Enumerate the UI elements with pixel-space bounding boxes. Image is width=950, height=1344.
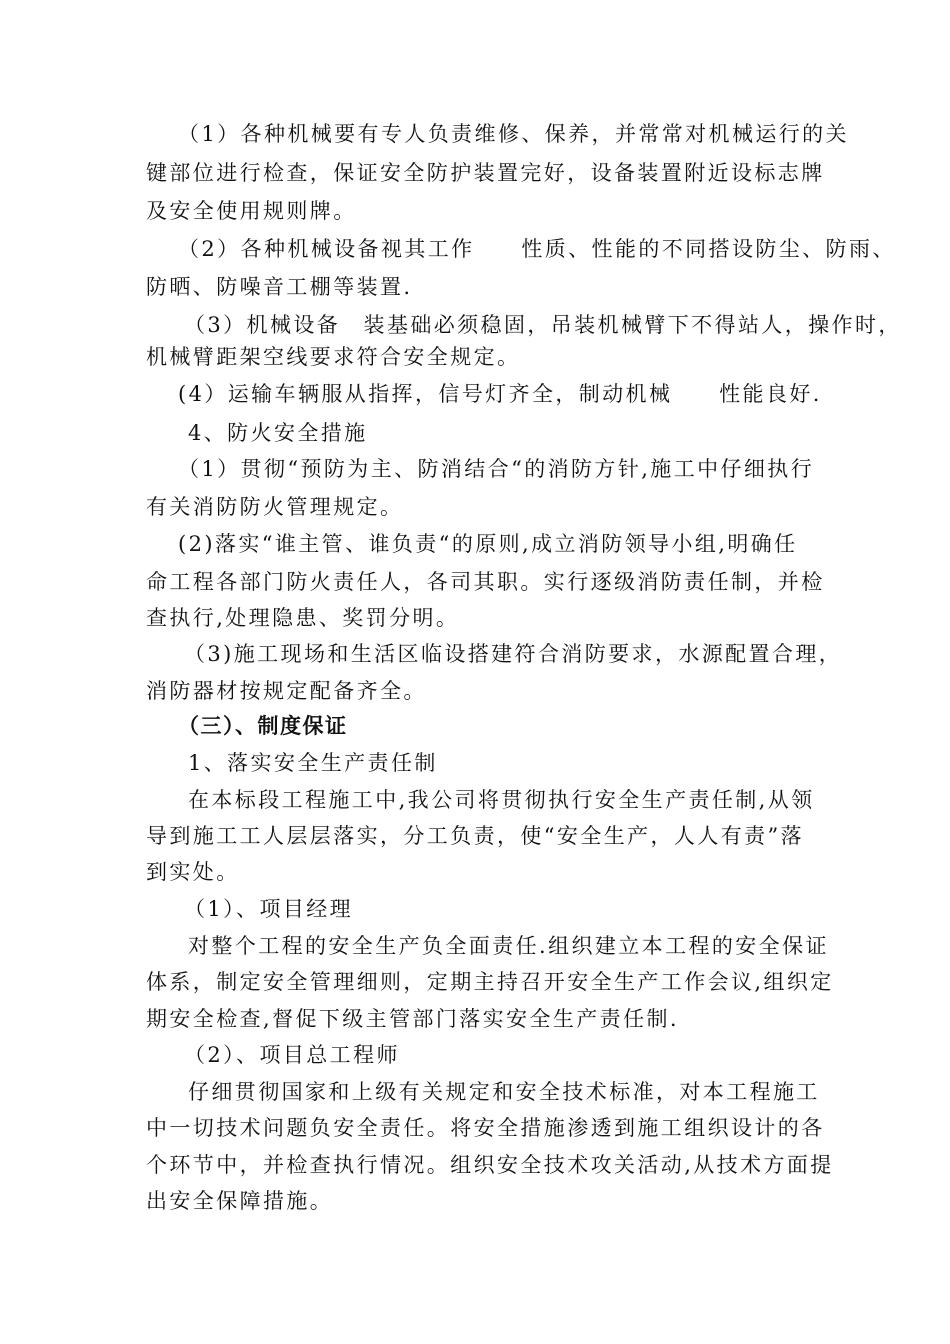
paragraph-line: （2）各种机械设备视其工作 性质、性能的不同搭设防尘、防雨、 xyxy=(178,237,896,261)
paragraph-line: 个环节中，并检查执行情况。组织安全技术攻关活动,从技术方面提 xyxy=(146,1153,834,1177)
paragraph-line: 查执行,处理隐患、奖罚分明。 xyxy=(146,606,460,630)
paragraph-line: 仔细贯彻国家和上级有关规定和安全技术标准，对本工程施工 xyxy=(188,1080,820,1104)
paragraph-line: （3)施工现场和生活区临设搭建符合消防要求，水源配置合理， xyxy=(184,642,843,666)
subsection-heading: （2）、项目总工程师 xyxy=(184,1043,400,1067)
paragraph-line: 消防器材按规定配备齐全。 xyxy=(146,679,427,703)
paragraph-line: (4）运输车辆服从指挥，信号灯齐全，制动机械 性能良好. xyxy=(178,382,822,406)
subsection-heading: （1）、项目经理 xyxy=(184,897,354,921)
paragraph-line: 在本标段工程施工中,我公司将贯彻执行安全生产责任制,从领 xyxy=(188,788,815,812)
paragraph-line: 中一切技术问题负安全责任。将安全措施渗透到施工组织设计的各 xyxy=(146,1116,825,1140)
paragraph-line: 键部位进行检查，保证安全防护装置完好，设备装置附近设标志牌 xyxy=(146,161,825,185)
paragraph-line: 导到施工工人层层落实，分工负责，使“安全生产，人人有责”落 xyxy=(146,824,805,848)
paragraph-line: 体系，制定安全管理细则，定期主持召开安全生产工作会议,组织定 xyxy=(146,970,834,994)
paragraph-line: 出安全保障措施。 xyxy=(146,1189,334,1213)
paragraph-line: 机械臂距架空线要求符合安全规定。 xyxy=(146,345,521,369)
paragraph-line: 命工程各部门防火责任人，各司其职。实行逐级消防责任制，并检 xyxy=(146,570,825,594)
paragraph-line: (2)落实“谁主管、谁负责“的原则,成立消防领导小组,明确任 xyxy=(178,532,798,556)
chapter-heading: （三）、制度保证 xyxy=(178,714,348,738)
paragraph-line: 有关消防防火管理规定。 xyxy=(146,495,404,519)
paragraph-line: 对整个工程的安全生产负全面责任.组织建立本工程的安全保证 xyxy=(188,934,829,958)
paragraph-line: （1）各种机械要有专人负责维修、保养，并常常对机械运行的关 xyxy=(178,122,849,146)
section-heading: 1、落实安全生产责任制 xyxy=(188,751,438,775)
paragraph-line: （1）贯彻“预防为主、防消结合“的消防方针,施工中仔细执行 xyxy=(178,457,815,481)
paragraph-line: 及安全使用规则牌。 xyxy=(146,199,357,223)
paragraph-line: 到实处。 xyxy=(146,860,240,884)
section-heading: 4、防火安全措施 xyxy=(188,421,368,445)
paragraph-line: 期安全检查,督促下级主管部门落实安全生产责任制. xyxy=(146,1007,679,1031)
paragraph-line: （3）机械设备 装基础必须稳固，吊装机械臂下不得站人，操作时， xyxy=(184,313,902,337)
paragraph-line: 防晒、防噪音工棚等装置. xyxy=(146,275,413,299)
